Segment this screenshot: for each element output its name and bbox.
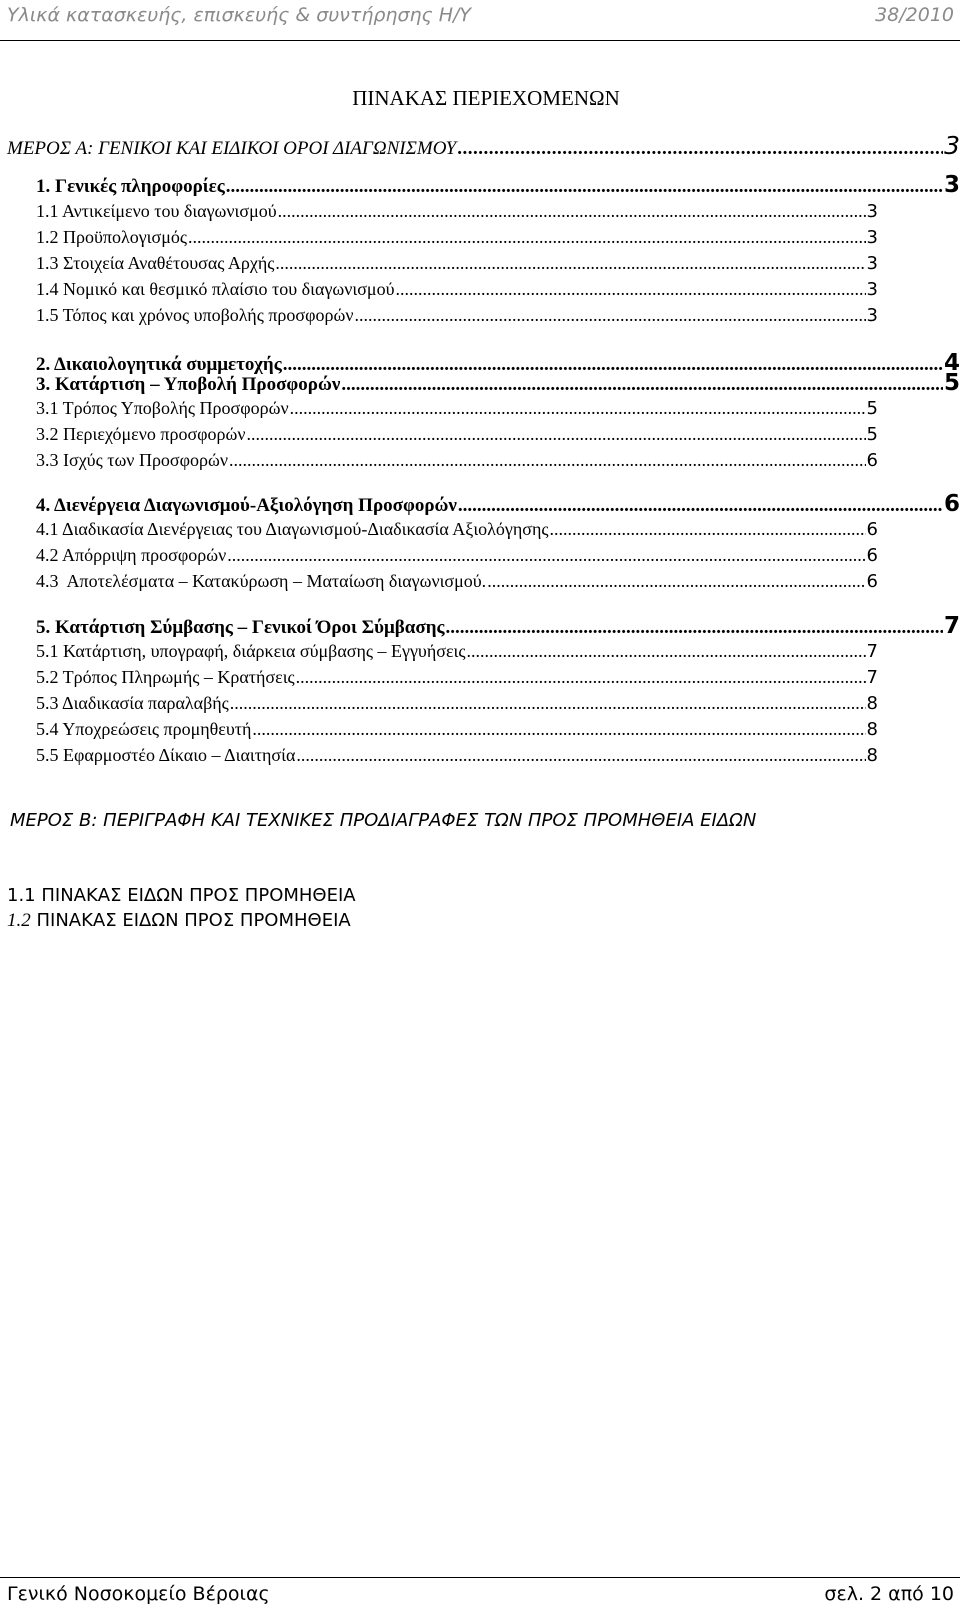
- toc-leader-dots: [290, 398, 866, 419]
- toc-page-number: 3: [943, 172, 960, 198]
- toc-page-number: 3: [866, 253, 878, 274]
- toc-item-label: 5.5 Εφαρμοστέο Δίκαιο – Διαιτησία: [36, 745, 296, 765]
- table-list-item-1[interactable]: [7, 885, 356, 906]
- toc-item-label: 1.5 Τόπος και χρόνος υποβολής προσφορών: [36, 305, 354, 325]
- toc-section-5[interactable]: [36, 613, 960, 639]
- toc-title: ΠΙΝΑΚΑΣ ΠΕΡΙΕΧΟΜΕΝΩΝ: [352, 86, 620, 110]
- toc-section-3[interactable]: [36, 370, 960, 396]
- toc-page-number: 7: [866, 667, 878, 688]
- toc-item-label: 4.2 Απόρριψη προσφορών: [36, 545, 227, 565]
- toc-leader-dots: [230, 693, 866, 714]
- toc-leader-dots: [341, 374, 943, 396]
- document-title: Υλικά κατασκευής, επισκευής & συντήρησης Η/Υ: [7, 4, 472, 26]
- toc-item-label: 1.1 Αντικείμενο του διαγωνισμού: [36, 201, 277, 221]
- toc-item-label: 4.1 Διαδικασία Διενέργειας του Διαγωνισμού-Διαδικασία Αξιολόγησης: [36, 519, 549, 539]
- toc-leader-dots: [487, 571, 865, 592]
- toc-item-label: 4.3 Αποτελέσματα – Κατακύρωση – Ματαίωση διαγωνισμού.: [36, 571, 487, 591]
- toc-part-b[interactable]: ΜΕΡΟΣ Β: ΠΕΡΙΓΡΑΦΗ ΚΑΙ ΤΕΧΝΙΚΕΣ ΠΡΟΔΙΑΓΡΑΦΕΣ ΤΩΝ ΠΡΟΣ ΠΡΟΜΗΘΕΙΑ ΕΙΔΩΝ: [10, 810, 757, 831]
- toc-item-1-4[interactable]: [36, 279, 878, 300]
- toc-item-label: 1.3 Στοιχεία Αναθέτουσας Αρχής: [36, 253, 275, 273]
- table-list-item-2[interactable]: [7, 910, 351, 932]
- toc-page-number: 3: [866, 279, 878, 300]
- toc-leader-dots: [296, 667, 866, 688]
- toc-item-4-2[interactable]: [36, 545, 878, 566]
- toc-page-number: 3: [866, 201, 878, 222]
- toc-leader-dots: [229, 450, 866, 471]
- toc-page-number: 3: [866, 305, 878, 326]
- toc-item-1-5[interactable]: [36, 305, 878, 326]
- toc-page-number: 5: [943, 370, 960, 396]
- toc-item-5-4[interactable]: [36, 719, 878, 740]
- toc-section-label: 5. Κατάρτιση Σύμβασης – Γενικοί Όροι Σύμβασης: [36, 617, 445, 638]
- toc-leader-dots: [296, 745, 865, 766]
- page-header: [0, 0, 960, 41]
- toc-page-number: 3: [944, 131, 960, 160]
- page-counter: σελ. 2 από 10: [824, 1583, 954, 1605]
- toc-item-5-5[interactable]: [36, 745, 878, 766]
- toc-page-number: 4: [943, 350, 960, 376]
- table-label: ΠΙΝΑΚΑΣ ΕΙΔΩΝ ΠΡΟΣ ΠΡΟΜΗΘΕΙΑ: [36, 910, 351, 931]
- toc-page-number: 7: [943, 613, 960, 639]
- toc-item-label: 5.3 Διαδικασία παραλαβής: [36, 693, 229, 713]
- toc-leader-dots: [188, 227, 866, 248]
- toc-page-number: 8: [866, 719, 878, 740]
- toc-leader-dots: [252, 719, 865, 740]
- toc-page-number: 6: [943, 491, 960, 517]
- toc-part-a-label: ΜΕΡΟΣ Α: ΓΕΝΙΚΟΙ ΚΑΙ ΕΙΔΙΚΟΙ ΟΡΟΙ ΔΙΑΓΩΝΙΣΜΟΥ: [7, 138, 457, 159]
- toc-item-1-1[interactable]: [36, 201, 878, 222]
- table-number: 1.2: [7, 910, 31, 931]
- toc-item-label: 5.4 Υποχρεώσεις προμηθευτή: [36, 719, 252, 739]
- toc-item-1-3[interactable]: [36, 253, 878, 274]
- toc-leader-dots: [458, 495, 943, 517]
- toc-section-4[interactable]: [36, 491, 960, 517]
- page-footer: [0, 1577, 960, 1609]
- toc-item-3-1[interactable]: [36, 398, 878, 419]
- toc-page-number: 3: [866, 227, 878, 248]
- toc-item-3-3[interactable]: [36, 450, 878, 471]
- toc-section-label: 3. Κατάρτιση – Υποβολή Προσφορών: [36, 374, 341, 395]
- toc-leader-dots: [354, 305, 865, 326]
- table-label: ΠΙΝΑΚΑΣ ΕΙΔΩΝ ΠΡΟΣ ΠΡΟΜΗΘΕΙΑ: [41, 885, 356, 906]
- toc-page-number: 6: [866, 571, 878, 592]
- toc-item-label: 3.1 Τρόπος Υποβολής Προσφορών: [36, 398, 289, 418]
- toc-item-label: 5.2 Τρόπος Πληρωμής – Κρατήσεις: [36, 667, 295, 687]
- toc-page-number: 6: [866, 450, 878, 471]
- toc-section-label: 2. Δικαιολογητικά συμμετοχής: [36, 354, 282, 375]
- toc-leader-dots: [457, 138, 943, 160]
- toc-item-3-2[interactable]: [36, 424, 878, 445]
- toc-leader-dots: [275, 253, 865, 274]
- document-number: 38/2010: [875, 4, 954, 26]
- toc-item-5-3[interactable]: [36, 693, 878, 714]
- toc-item-1-2[interactable]: [36, 227, 878, 248]
- toc-item-5-2[interactable]: [36, 667, 878, 688]
- toc-part-a[interactable]: [7, 131, 960, 160]
- hospital-name: Γενικό Νοσοκομείο Βέροιας: [7, 1583, 270, 1605]
- toc-item-4-3[interactable]: [36, 571, 878, 592]
- toc-item-label: 1.4 Νομικό και θεσμικό πλαίσιο του διαγωνισμού: [36, 279, 395, 299]
- toc-leader-dots: [396, 279, 866, 300]
- toc-section-label: 1. Γενικές πληροφορίες: [36, 176, 225, 197]
- toc-leader-dots: [550, 519, 866, 540]
- toc-page-number: 6: [866, 545, 878, 566]
- table-number: 1.1: [7, 885, 36, 906]
- toc-leader-dots: [466, 641, 865, 662]
- toc-item-5-1[interactable]: [36, 641, 878, 662]
- toc-page-number: 7: [866, 641, 878, 662]
- toc-item-label: 5.1 Κατάρτιση, υπογραφή, διάρκεια σύμβασης – Εγγυήσεις: [36, 641, 466, 661]
- toc-leader-dots: [278, 201, 866, 222]
- toc-leader-dots: [446, 617, 943, 639]
- toc-item-label: 1.2 Προϋπολογισμός: [36, 227, 187, 247]
- toc-leader-dots: [226, 176, 943, 198]
- toc-page-number: 6: [866, 519, 878, 540]
- toc-section-1[interactable]: [36, 172, 960, 198]
- toc-leader-dots: [247, 424, 866, 445]
- toc-section-label: 4. Διενέργεια Διαγωνισμού-Αξιολόγηση Προσφορών: [36, 495, 457, 516]
- toc-page-number: 8: [866, 693, 878, 714]
- toc-leader-dots: [227, 545, 865, 566]
- toc-page-number: 5: [866, 424, 878, 445]
- toc-item-label: 3.2 Περιεχόμενο προσφορών: [36, 424, 246, 444]
- toc-page-number: 8: [866, 745, 878, 766]
- toc-page-number: 5: [866, 398, 878, 419]
- toc-item-label: 3.3 Ισχύς των Προσφορών: [36, 450, 228, 470]
- toc-item-4-1[interactable]: [36, 519, 878, 540]
